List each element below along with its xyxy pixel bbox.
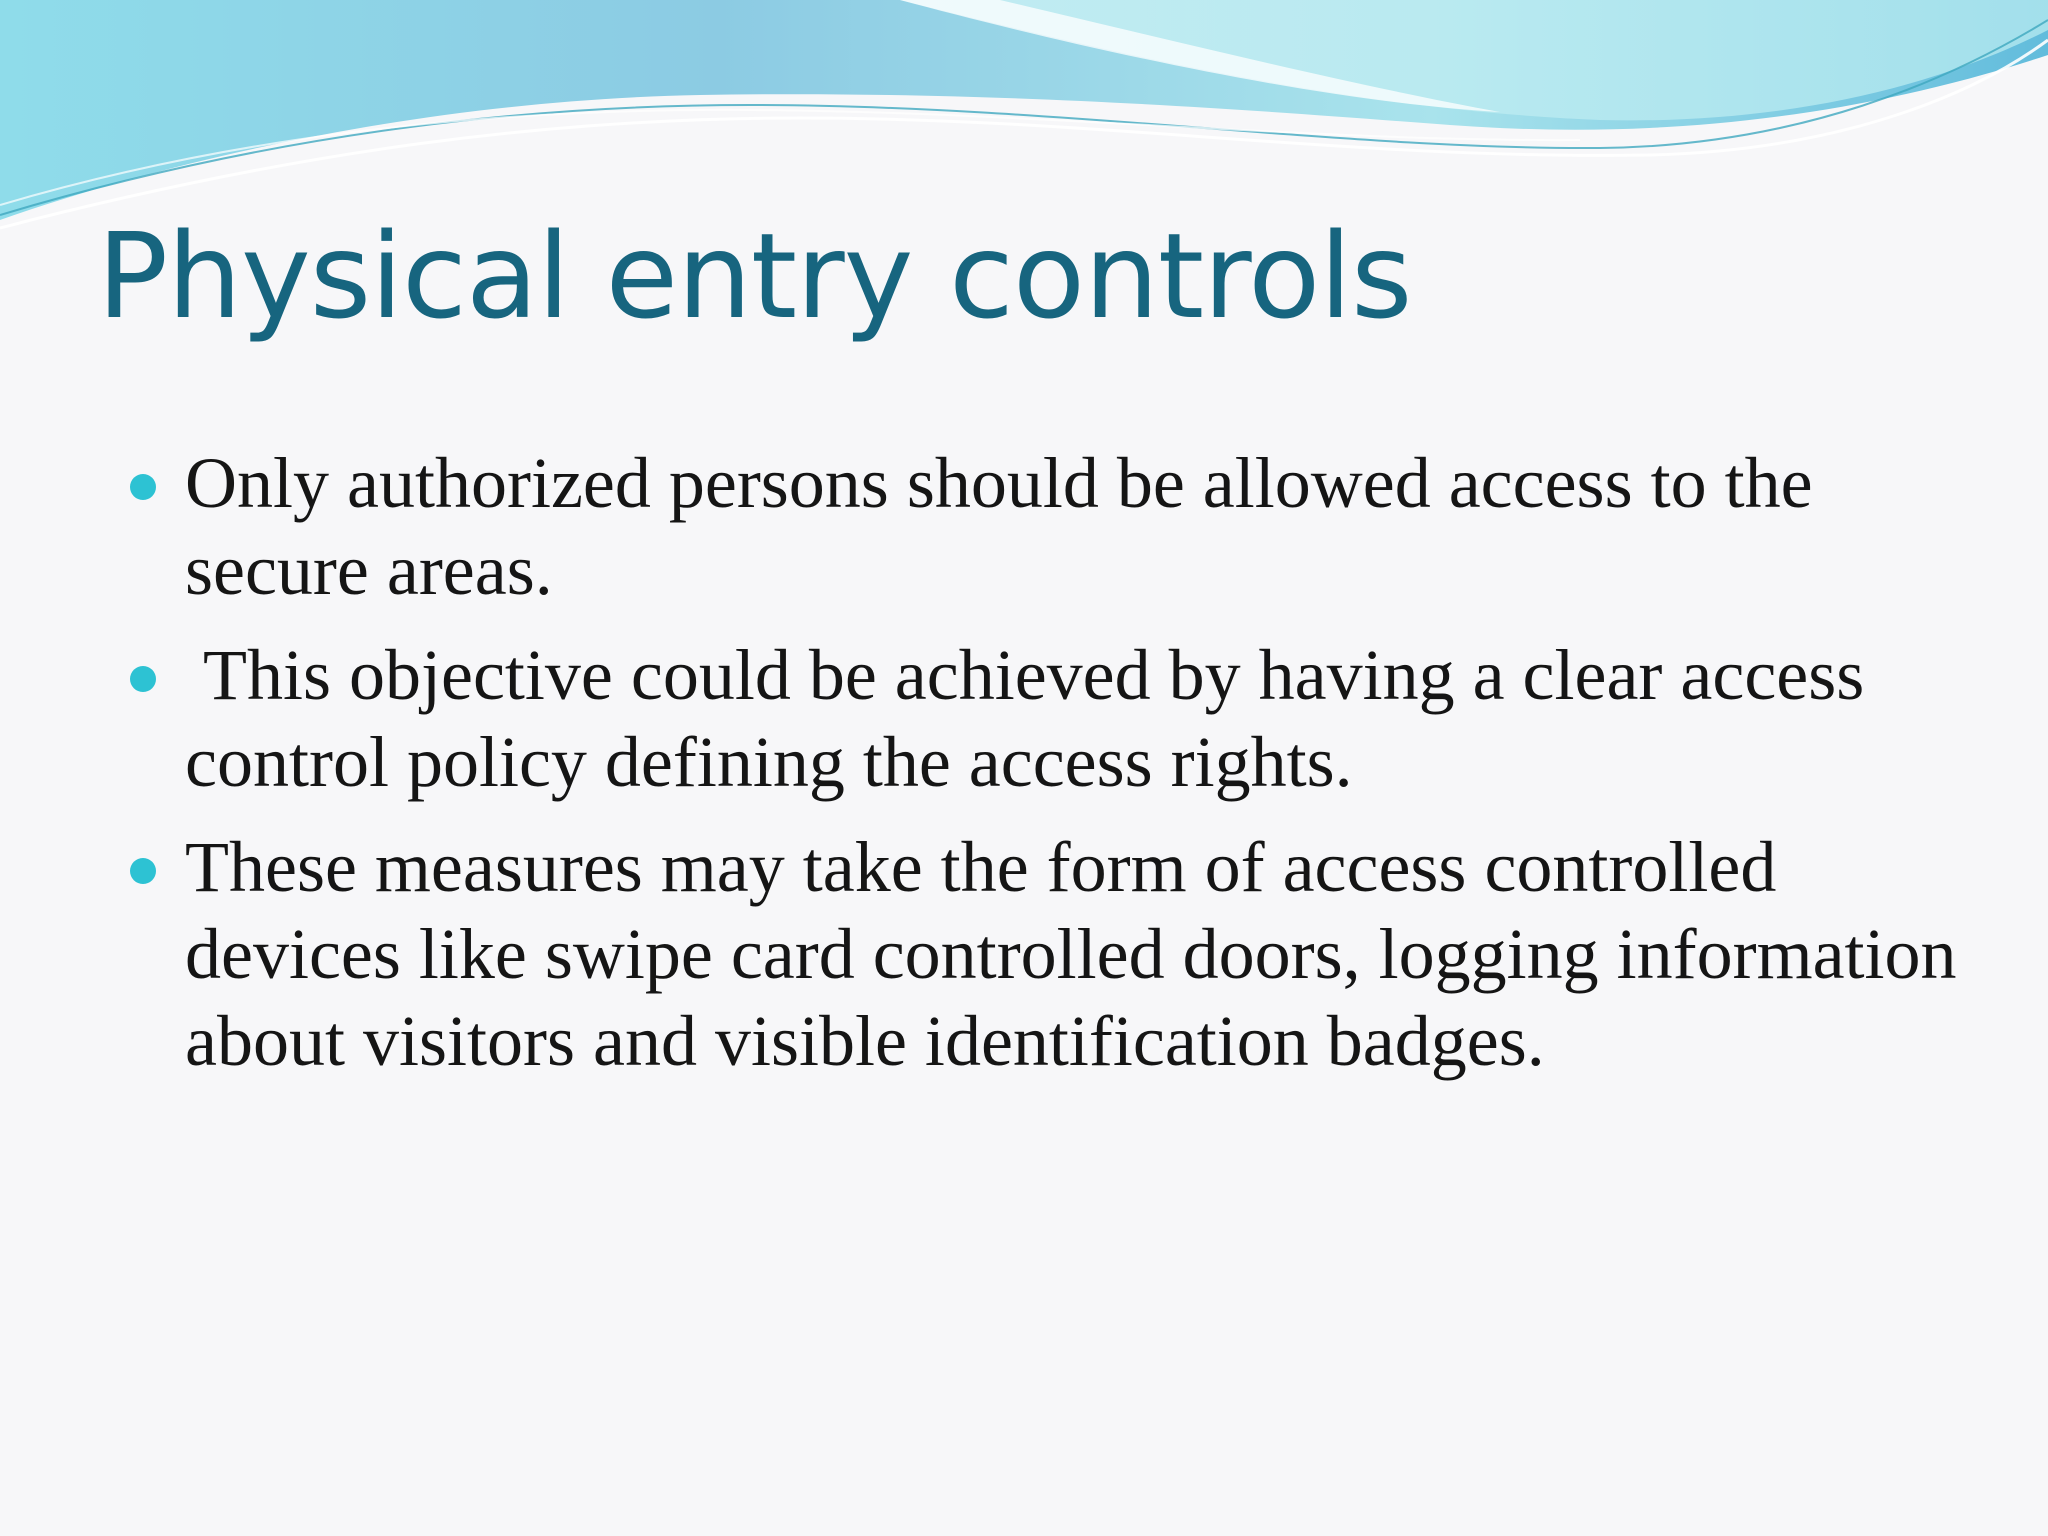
bullet-item: [130, 440, 1990, 614]
bullet-item: [130, 632, 1990, 806]
bullet-text: This objective could be achieved by having a clear access control policy defining the access rights.: [185, 635, 1883, 802]
bullet-dot-icon: [130, 666, 156, 692]
slide-title: Physical entry controls: [97, 207, 1412, 345]
bullet-text: Only authorized persons should be allowed access to the secure areas.: [185, 443, 1813, 610]
bullet-item: [130, 824, 1990, 1085]
bullet-text: These measures may take the form of access controlled devices like swipe card controlled doors, logging information about visitors and visible identification badges.: [185, 827, 1957, 1081]
bullet-dot-icon: [130, 858, 156, 884]
bullet-dot-icon: [130, 474, 156, 500]
bullet-list: [130, 440, 1990, 1103]
header-wave-decoration: [0, 0, 2048, 240]
